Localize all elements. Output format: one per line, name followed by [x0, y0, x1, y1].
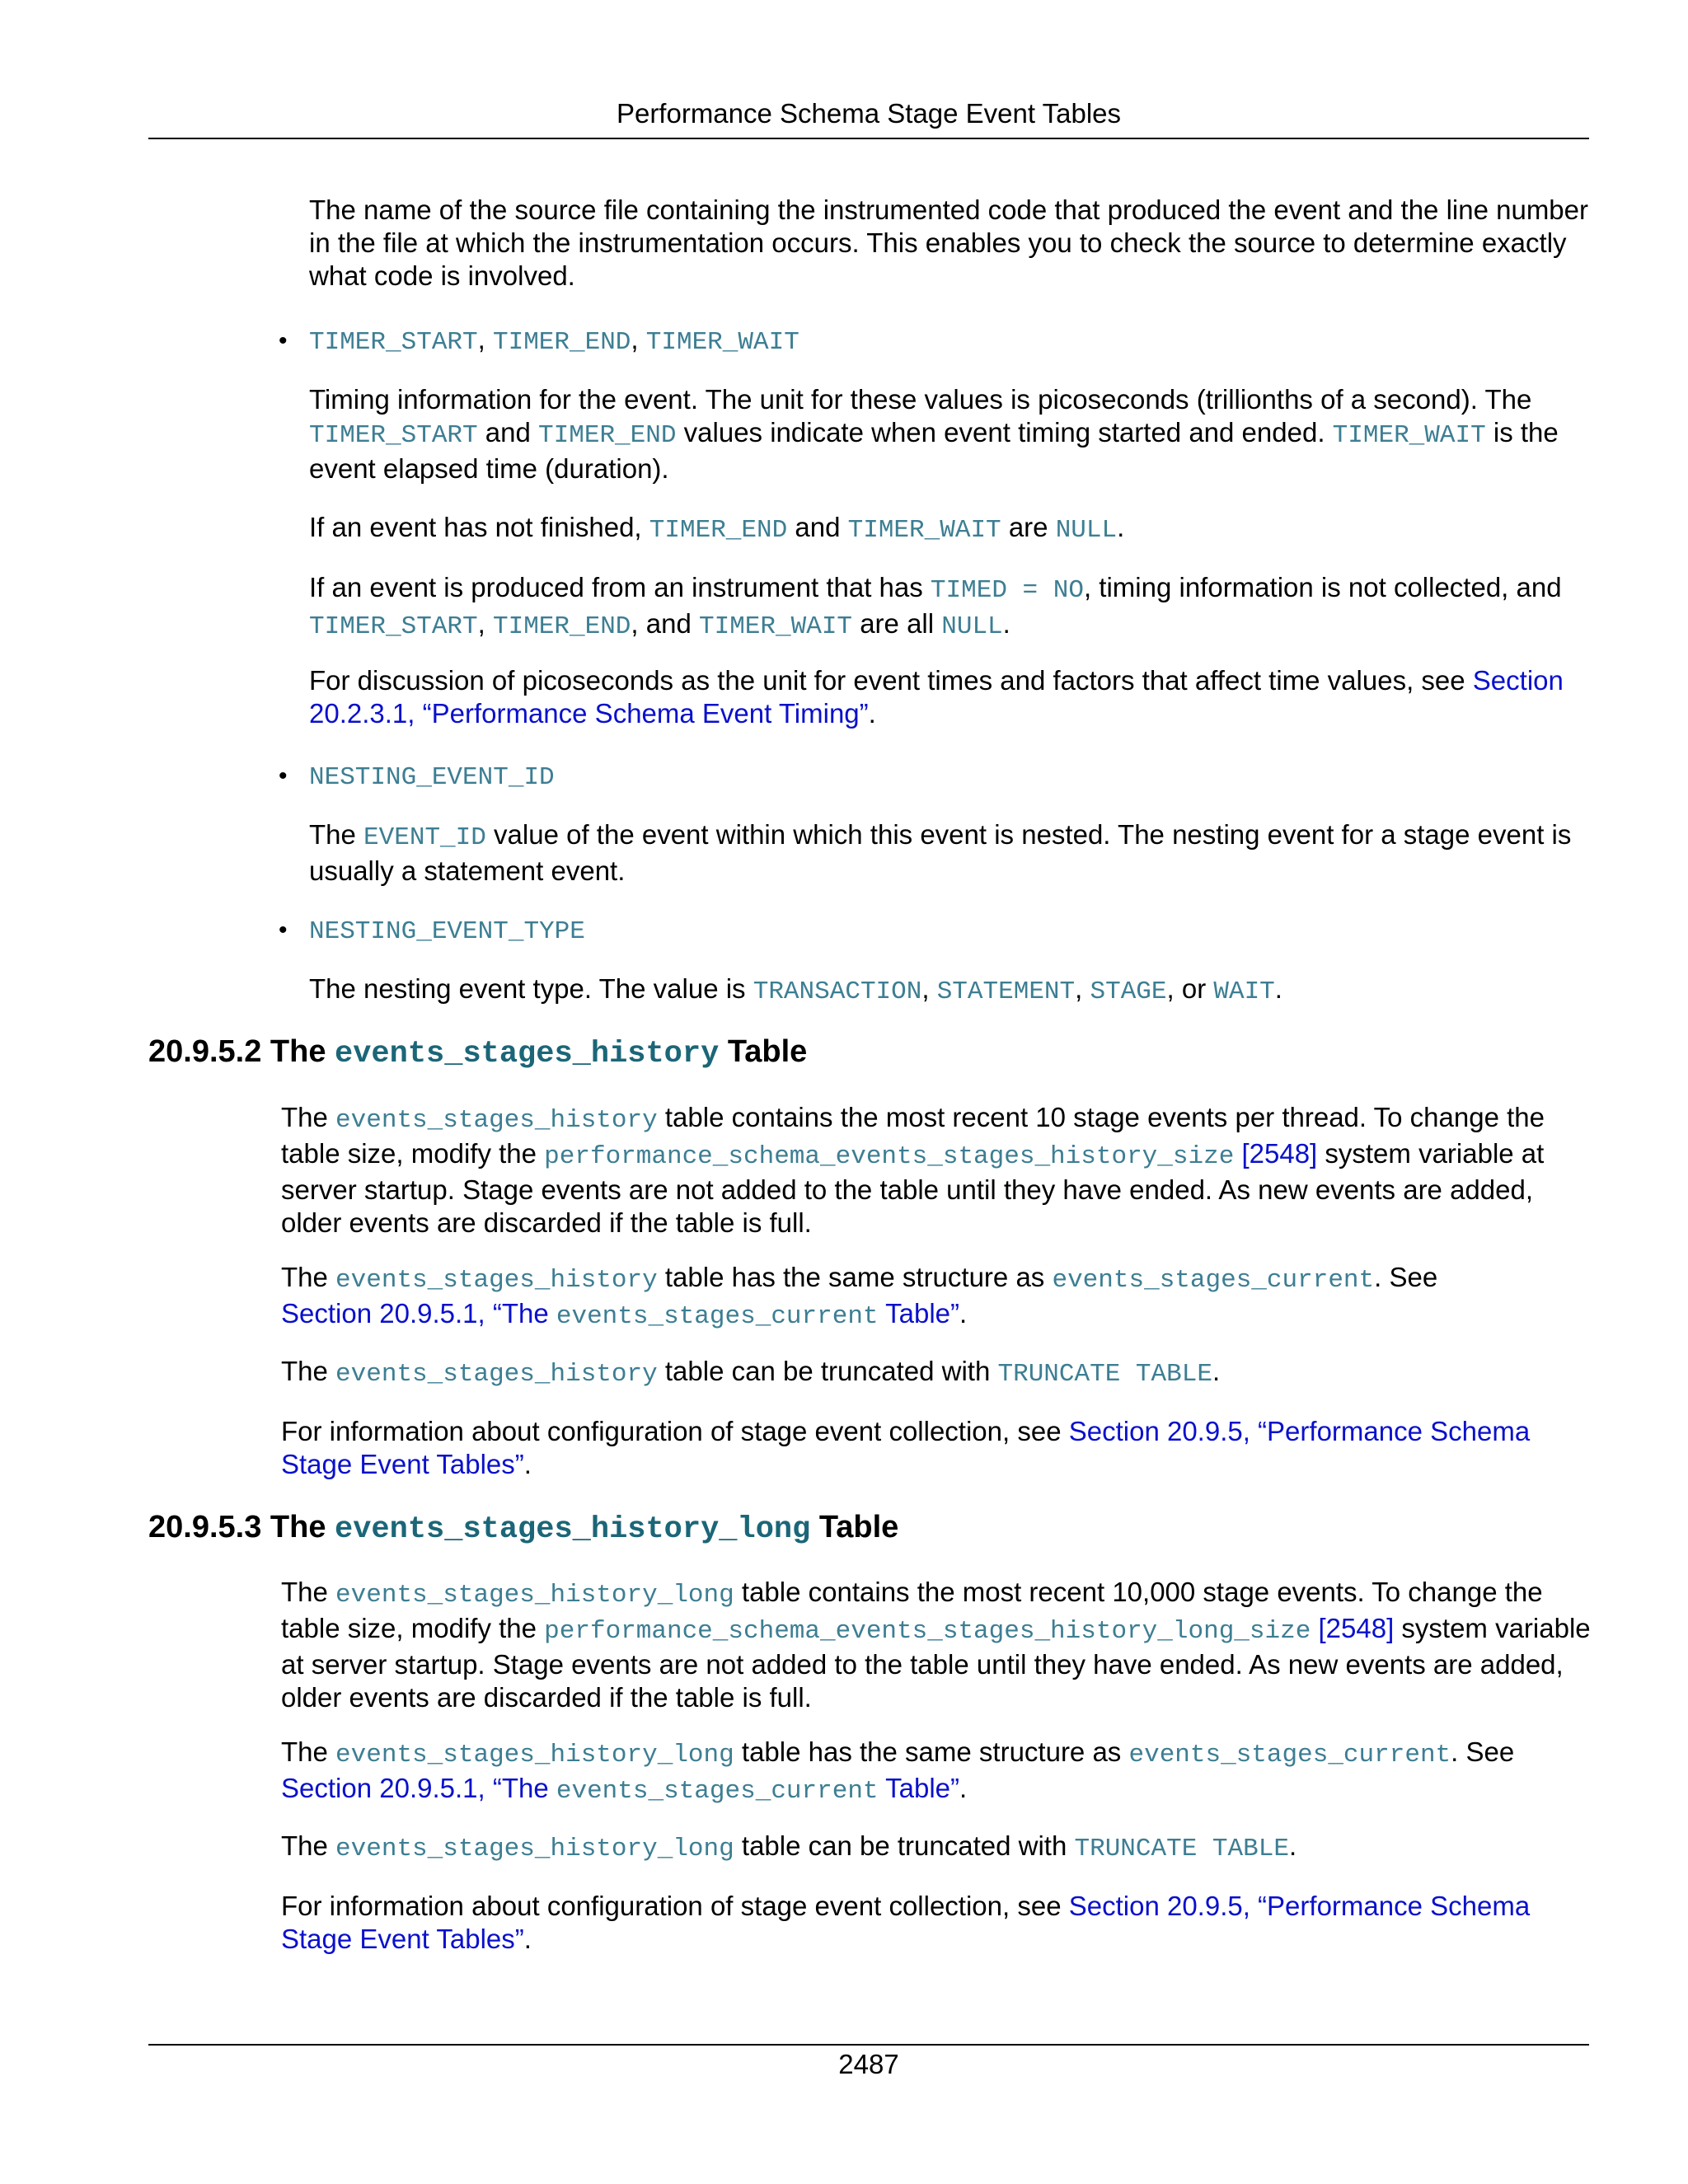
- timer-end-code: TIMER_END: [492, 328, 631, 357]
- history-long-size-ref-link[interactable]: [2548]: [1318, 1613, 1395, 1643]
- history-long-paragraph-1: The events_stages_history_long table contains the most recent 10,000 stage events. To change the table size, modify the performance_schema_events_stages_history_long_size [2548] system variable at server startup. Stage events are not added to the table until they have ended. As new events are added, older events are discarded if the table is full.: [281, 1577, 1591, 1713]
- nesting-id-paragraph: The EVENT_ID value of the event within which this event is nested. The nesting event for a stage event is usually a statement event.: [309, 819, 1572, 886]
- stage-event-tables-link-2[interactable]: Section 20.9.5, “Performance Schema Stage Event Tables”: [281, 1891, 1531, 1954]
- nesting-type-paragraph: The nesting event type. The value is TRANSACTION, STATEMENT, STAGE, or WAIT.: [309, 973, 1282, 1006]
- history-heading: 20.9.5.2 The events_stages_history Table: [148, 1034, 808, 1071]
- timer-paragraph-4: For discussion of picoseconds as the unit for event times and factors that affect time values, see Section 20.2.3.1, “Performance Schema Event Timing”.: [309, 665, 1564, 729]
- history-paragraph-3: The events_stages_history table can be truncated with TRUNCATE TABLE.: [281, 1356, 1221, 1389]
- history-long-paragraph-3: The events_stages_history_long table can be truncated with TRUNCATE TABLE.: [281, 1830, 1297, 1863]
- source-description: The name of the source file containing the instrumented code that produced the event and the line number in the file at which the instrumentation occurs. This enables you to check the source to determine exactly what code is involved.: [309, 194, 1588, 291]
- current-table-link[interactable]: Section 20.9.5.1, “The events_stages_current Table”: [281, 1298, 959, 1331]
- history-long-paragraph-4: For information about configuration of stage event collection, see Section 20.9.5, “Performance Schema Stage Event Tables”.: [281, 1891, 1531, 1954]
- current-table-link-2[interactable]: Section 20.9.5.1, “The events_stages_current Table”: [281, 1773, 959, 1806]
- timer-columns-item: • TIMER_START, TIMER_END, TIMER_WAIT: [279, 324, 799, 357]
- header-rule: [148, 138, 1589, 139]
- footer-rule: [148, 2044, 1589, 2046]
- page-number: 2487: [838, 2049, 899, 2079]
- timer-start-code: TIMER_START: [309, 328, 478, 357]
- bullet-icon: •: [279, 762, 288, 790]
- history-long-paragraph-2: The events_stages_history_long table has the same structure as events_stages_current. See Section 20.9.5.1, “The events_stages_current Table”.: [281, 1736, 1515, 1806]
- page-header: Performance Schema Stage Event Tables: [616, 98, 1122, 129]
- nesting-event-id-item: [279, 758, 555, 794]
- timer-paragraph-1: Timing information for the event. The unit for these values is picoseconds (trillionths of a second). The TIMER_START and TIMER_END values indicate when event timing started and ended. TIMER_WAIT is the event elapsed time (duration).: [309, 384, 1559, 484]
- bullet-icon: •: [279, 327, 288, 354]
- nesting-event-type-item: [279, 912, 585, 949]
- timer-paragraph-2: If an event has not finished, TIMER_END and TIMER_WAIT are NULL.: [309, 512, 1125, 545]
- stage-event-tables-link[interactable]: Section 20.9.5, “Performance Schema Stage Event Tables”: [281, 1416, 1531, 1479]
- history-size-ref-link[interactable]: [2548]: [1241, 1138, 1318, 1169]
- timer-paragraph-3: If an event is produced from an instrument that has TIMED = NO, timing information is not collected, and TIMER_START, TIMER_END, and TIMER_WAIT are all NULL.: [309, 572, 1562, 641]
- nesting-event-type-code: NESTING_EVENT_TYPE: [309, 917, 585, 946]
- history-paragraph-2: The events_stages_history table has the same structure as events_stages_current. See Section 20.9.5.1, “The events_stages_current Table”.: [281, 1262, 1438, 1331]
- nesting-event-id-code: NESTING_EVENT_ID: [309, 763, 555, 792]
- history-long-heading: 20.9.5.3 The events_stages_history_long Table: [148, 1510, 899, 1547]
- timer-wait-code: TIMER_WAIT: [645, 328, 799, 357]
- event-timing-link[interactable]: Section 20.2.3.1, “Performance Schema Event Timing”: [309, 665, 1564, 729]
- history-paragraph-1: The events_stages_history table contains the most recent 10 stage events per thread. To change the table size, modify the performance_schema_events_stages_history_size [2548] system variable at server startup. Stage events are not added to the table until they have ended. As new events are added, older events are discarded if the table is full.: [281, 1102, 1545, 1238]
- bullet-icon: •: [279, 916, 288, 944]
- history-paragraph-4: For information about configuration of stage event collection, see Section 20.9.5, “Performance Schema Stage Event Tables”.: [281, 1416, 1531, 1479]
